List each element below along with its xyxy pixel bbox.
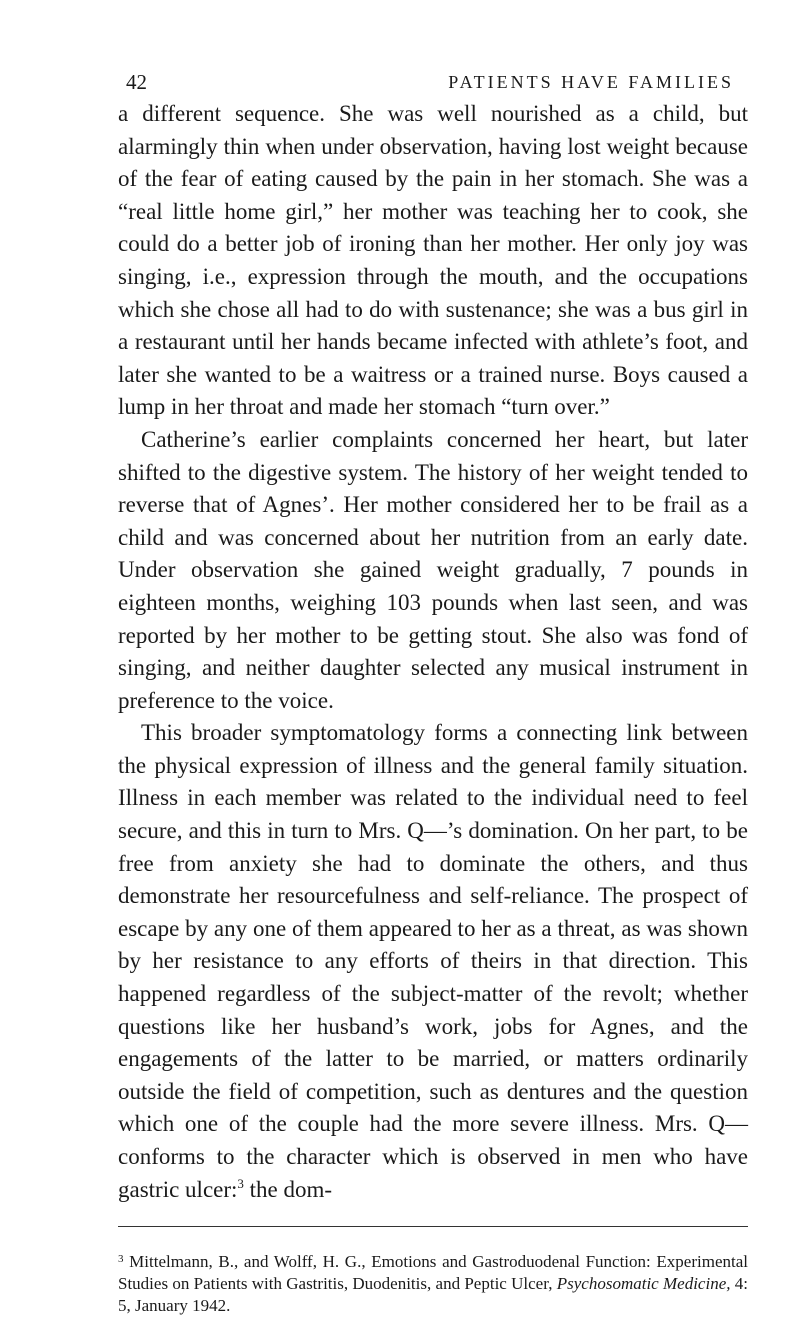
- footnote-reference[interactable]: 3: [237, 1175, 244, 1191]
- footnote-divider: [118, 1226, 748, 1227]
- footnote-marker: 3: [118, 1253, 124, 1266]
- footnote-citation: 4: 5, January 1942.: [118, 1274, 748, 1316]
- paragraph-1: a different sequence. She was well nourished as a child, but alarmingly thin when under observation, having lost weight because of the fear of eating caused by the pain in her stomach. She was a “real little home girl,” her mother was teaching her to cook, she could do a better job of ironing than her mother. Her only joy was singing, i.e., expression through the mouth, and the occupations which she chose all had to do with sustenance; she was a bus girl in a restaurant until her hands became infected with athlete’s foot, and later she wanted to be a waitress or a trained nurse. Boys caused a lump in her throat and made her stomach “turn over.”: [118, 101, 748, 420]
- page-content: [118, 62, 748, 1317]
- paragraph-3-text: This broader symptomatology forms a connecting link between the physical expression of illness and the general family situation. Illness in each member was related to the individual need to feel secure, and this in turn to Mrs. Q—’s domination. On her part, to be free from anxiety she had to dominate the others, and thus demonstrate her resourcefulness and self-reliance. The prospect of escape by any one of them appeared to her as a threat, as was shown by her resistance to any efforts of theirs in that direction. This happened regardless of the subject-matter of the revolt; whether questions like her husband’s work, jobs for Agnes, and the engagements of the latter to be married, or matters ordinarily outside the field of competition, such as dentures and the question which one of the couple had the more severe illness. Mrs. Q— conforms to the character which is observed in men who have gastric ulcer:: [118, 720, 748, 1202]
- paragraph-2: Catherine’s earlier complaints concerned her heart, but later shifted to the digestive system. The history of her weight tended to reverse that of Agnes’. Her mother considered her to be frail as a child and was concerned about her nutrition from an early date. Under observation she gained weight gradually, 7 pounds in eighteen months, weighing 103 pounds when last seen, and was reported by her mother to be getting stout. She also was fond of singing, and neither daughter selected any musical instrument in preference to the voice.: [118, 426, 748, 713]
- body-text: [118, 98, 748, 1206]
- footnote-journal: Psychosomatic Medicine,: [556, 1274, 731, 1294]
- running-head: [118, 62, 748, 98]
- paragraph-3: [118, 717, 748, 1206]
- footnote-text: Mittelmann, B., and Wolff, H. G., Emotions and Gastroduodenal Function: Experimental Studies on Patients with Gastritis, Duodenitis, and Peptic Ulcer,: [118, 1252, 748, 1294]
- running-title: PATIENTS HAVE FAMILIES: [448, 72, 734, 92]
- paragraph-3-continuation: the dom-: [243, 1176, 333, 1202]
- page-number: 42: [126, 70, 147, 94]
- footnote: [118, 1251, 748, 1317]
